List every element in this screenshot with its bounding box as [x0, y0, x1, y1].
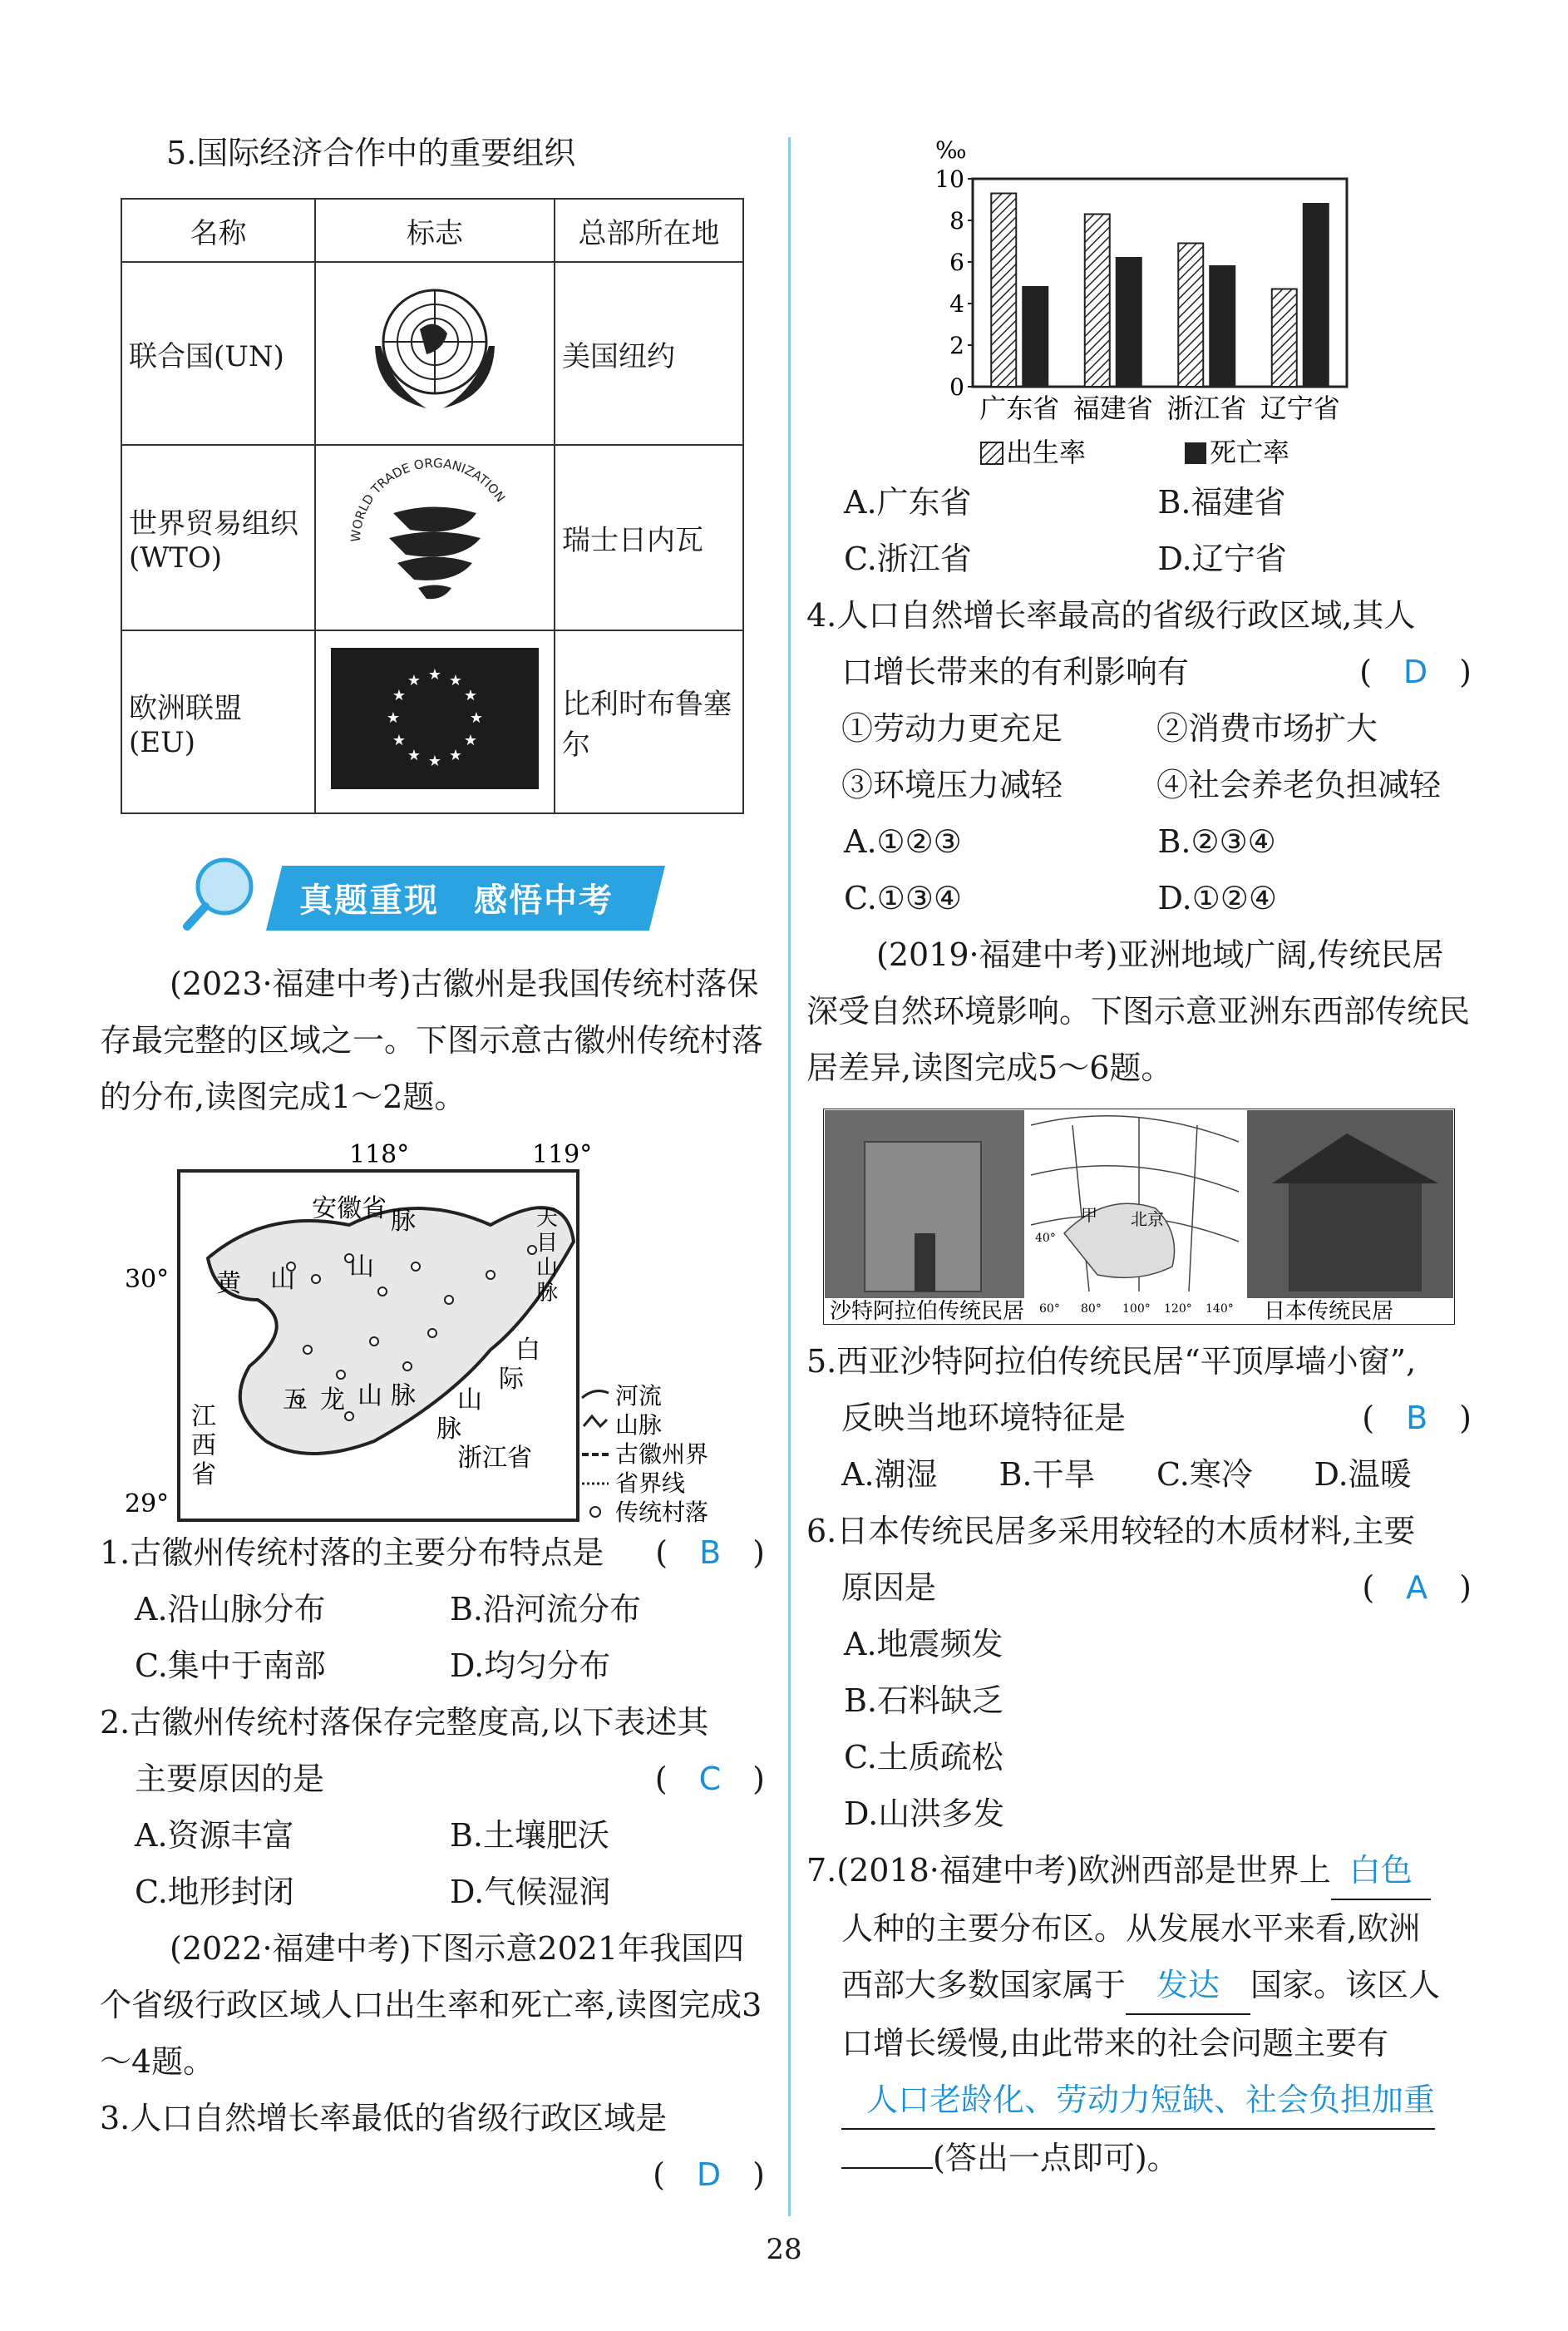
x-category-label: 广东省: [979, 393, 1060, 424]
wto-logo-icon: [315, 445, 555, 630]
huizhou-map: [100, 1133, 765, 1524]
option: B.石料缺乏: [844, 1682, 1004, 1719]
q5-answer: B: [1406, 1400, 1428, 1436]
map-label: 100°: [1122, 1302, 1151, 1316]
bar-death-rate: [1023, 287, 1048, 387]
item: ①劳动力更充足: [841, 710, 1063, 747]
option: C.集中于南部: [135, 1647, 326, 1684]
lon-label: 118°: [349, 1140, 410, 1169]
svg-text:★: ★: [469, 709, 484, 727]
q7-line: [806, 2072, 1472, 2130]
place-label: 脉: [391, 1207, 416, 1236]
place-label: 山: [357, 1381, 382, 1410]
map-label: 140°: [1206, 1302, 1234, 1316]
item: ③环境压力减轻: [841, 767, 1063, 803]
left-column: [100, 125, 765, 2203]
bar-birth-rate: [1272, 289, 1297, 388]
x-category-label: 辽宁省: [1260, 393, 1340, 424]
map-label: 北京: [1131, 1209, 1164, 1229]
q1-options: [100, 1581, 765, 1637]
photo-caption: 日本传统民居: [1264, 1299, 1394, 1324]
q2-answer: C: [698, 1761, 722, 1797]
lat-label: 29°: [125, 1489, 170, 1519]
option: D.气候湿润: [450, 1874, 611, 1910]
y-axis-unit: ‰: [935, 136, 967, 164]
legend-label: 传统村落: [615, 1499, 709, 1524]
q4-stem-cont: 口增长带来的有利影响有: [841, 654, 1190, 690]
x-category-label: 福建省: [1072, 393, 1153, 424]
question-7: [806, 1842, 1472, 1900]
q4-options: [806, 813, 1472, 870]
q3-answer: D: [696, 2156, 722, 2193]
map-label: 甲: [1081, 1205, 1097, 1225]
option: C.寒冷: [1156, 1456, 1253, 1493]
question-4: [806, 644, 1472, 700]
q2-options: [100, 1807, 765, 1864]
q7-blank-3: 人口老龄化、劳动力短缺、社会负担加重: [841, 2072, 1435, 2130]
organization-table: [121, 198, 744, 814]
svg-text:★: ★: [407, 746, 422, 764]
column-divider: [788, 137, 791, 2216]
q6-answer-box: ( A ): [1362, 1569, 1472, 1606]
q7-blank-2: 发达: [1126, 1957, 1250, 2015]
q3-options: [806, 474, 1472, 531]
legend-label: 河流: [615, 1382, 663, 1410]
legend-label: 出生率: [1006, 437, 1087, 468]
option: A.资源丰富: [135, 1817, 294, 1854]
q7-blank-line: [841, 2167, 933, 2169]
y-tick-label: 10: [934, 165, 964, 193]
map-label: 40°: [1035, 1232, 1056, 1245]
svg-text:★: ★: [392, 686, 407, 704]
place-label: 山: [270, 1265, 295, 1294]
bar-death-rate: [1117, 258, 1141, 387]
option: C.地形封闭: [135, 1874, 294, 1910]
option: A.①②③: [844, 823, 962, 860]
option: D.辽宁省: [1157, 541, 1287, 577]
q6-stem: 6.日本传统民居多采用较轻的木质材料,主要: [806, 1513, 1416, 1549]
svg-text:★: ★: [427, 665, 442, 684]
q2-stem-cont: 主要原因的是: [135, 1761, 325, 1797]
q4-answer-box: ( D ): [1359, 654, 1472, 690]
q7-blank-1: 白色: [1331, 1842, 1431, 1900]
bar-death-rate: [1210, 266, 1235, 387]
q6-stem-cont: 原因是: [841, 1569, 937, 1606]
lon-label: 119°: [532, 1140, 593, 1169]
place-label: 脉: [536, 1281, 559, 1306]
place-label: 省: [191, 1460, 216, 1489]
q7-text: 国家。该区人: [1250, 1967, 1441, 2003]
svg-text:★: ★: [392, 731, 407, 749]
option: C.土质疏松: [844, 1739, 1003, 1775]
y-tick-label: 8: [949, 207, 964, 235]
legend-swatch-death: [1185, 442, 1206, 464]
intro-text: (2022·福建中考)下图示意2021年我国四个省级行政区域人口出生率和死亡率,读图完成3～4题。: [100, 1930, 762, 2080]
place-label: 山: [457, 1385, 482, 1415]
table-header: 总部所在地: [555, 199, 743, 262]
q7-text: (答出一点即可)。: [933, 2140, 1179, 2176]
q1-answer-box: ( B ): [655, 1534, 765, 1571]
place-label: 白: [515, 1336, 540, 1365]
q4-options: [806, 870, 1472, 926]
q3-options: [806, 531, 1472, 587]
place-label: 浙江省: [457, 1444, 532, 1473]
page-number: 28: [766, 2233, 802, 2266]
q5-stem: 5.西亚沙特阿拉伯传统民居“平顶厚墙小窗”,: [806, 1343, 1417, 1380]
bar-birth-rate: [1178, 244, 1203, 388]
q6-answer: A: [1406, 1569, 1428, 1606]
q1-stem: 1.古徽州传统村落的主要分布特点是: [100, 1534, 604, 1571]
intro-text: (2023·福建中考)古徽州是我国传统村落保存最完整的区域之一。下图示意古徽州传统村落的分布,读图完成1～2题。: [100, 965, 764, 1115]
option: D.温暖: [1314, 1456, 1412, 1493]
svg-text:★: ★: [386, 709, 401, 727]
q5-stem-cont: 反映当地环境特征是: [841, 1400, 1127, 1436]
q2-stem: 2.古徽州传统村落保存完整度高,以下表述其: [100, 1704, 709, 1741]
q4-stem: 4.人口自然增长率最高的省级行政区域,其人: [806, 597, 1416, 634]
q7-text: 西部大多数国家属于: [841, 1967, 1127, 2003]
place-label: 山: [536, 1256, 559, 1281]
option: D.山洪多发: [844, 1795, 1005, 1832]
q7-line: [806, 2130, 1472, 2186]
legend-swatch-birth: [981, 442, 1003, 464]
table-header: 名称: [121, 199, 315, 262]
eu-flag-icon: [315, 630, 555, 813]
q7-text: 7.(2018·福建中考)欧洲西部是世界上: [806, 1852, 1331, 1889]
svg-text:★: ★: [463, 731, 478, 749]
svg-text:★: ★: [463, 686, 478, 704]
place-label: 山: [349, 1252, 374, 1282]
x-category-label: 浙江省: [1166, 393, 1247, 424]
place-label: 目: [536, 1231, 559, 1256]
legend-label: 死亡率: [1210, 437, 1290, 468]
place-label: 脉: [436, 1415, 461, 1444]
birth-death-chart: [806, 125, 1472, 474]
lat-label: 30°: [125, 1265, 170, 1294]
q3-stem: 3.人口自然增长率最低的省级行政区域是: [100, 2100, 668, 2136]
q5-options: [806, 1446, 1472, 1503]
question-1: [100, 1524, 765, 1581]
map-label: 80°: [1081, 1302, 1102, 1316]
option: D.①②④: [1157, 880, 1277, 916]
table-cell-hq: 比利时布鲁塞尔: [555, 630, 743, 813]
place-label: 脉: [391, 1381, 416, 1410]
q2-options: [100, 1864, 765, 1920]
bar-birth-rate: [1085, 215, 1110, 388]
option: B.福建省: [1157, 484, 1286, 521]
q7-text: 口增长缓慢,由此带来的社会问题主要有: [841, 2025, 1389, 2062]
right-column: [806, 125, 1472, 2186]
q3-answer-box: ( D ): [653, 2156, 765, 2193]
q4-items: [806, 757, 1472, 813]
legend-label: 省界线: [615, 1469, 686, 1497]
svg-text:★: ★: [448, 671, 463, 689]
option: B.沿河流分布: [450, 1591, 642, 1627]
bar-birth-rate: [991, 194, 1016, 388]
option: C.浙江省: [844, 541, 972, 577]
map-label: 60°: [1039, 1302, 1060, 1316]
wto-logo-text: WORLD TRADE ORGANIZATION: [348, 455, 509, 543]
intro-text: (2019·福建中考)亚洲地域广阔,传统民居深受自然环境影响。下图示意亚洲东西部传统民居差异,读图完成5～6题。: [806, 936, 1471, 1086]
svg-text:★: ★: [407, 671, 422, 689]
section-title: 5.国际经济合作中的重要组织: [166, 135, 576, 171]
table-cell-name: 欧洲联盟(EU): [121, 630, 315, 813]
dwelling-photos: [823, 1109, 1472, 1333]
q1-options: [100, 1637, 765, 1694]
question-2: [100, 1751, 765, 1807]
table-cell-name: 联合国(UN): [121, 262, 315, 445]
y-tick-label: 6: [949, 249, 964, 276]
option: D.均匀分布: [450, 1647, 611, 1684]
table-cell-hq: 瑞士日内瓦: [555, 445, 743, 630]
magnifier-icon: [179, 852, 262, 935]
y-tick-label: 2: [949, 332, 964, 359]
map-label: 120°: [1164, 1302, 1192, 1316]
place-label: 安徽省: [312, 1194, 387, 1223]
legend-label: 山脉: [615, 1411, 663, 1439]
y-tick-label: 4: [949, 290, 964, 318]
table-cell-hq: 美国纽约: [555, 262, 743, 445]
un-emblem-icon: [315, 262, 555, 445]
table-header: 标志: [315, 199, 555, 262]
question-5: [806, 1390, 1472, 1446]
option: C.①③④: [844, 880, 962, 916]
question-6: [806, 1559, 1472, 1616]
y-tick-label: 0: [949, 373, 964, 401]
place-label: 际: [499, 1365, 524, 1394]
table-cell-name: 世界贸易组织(WTO): [121, 445, 315, 630]
option: B.干旱: [998, 1456, 1096, 1493]
q5-answer-box: ( B ): [1362, 1400, 1472, 1436]
place-label: 黄: [216, 1269, 241, 1298]
place-label: 龙: [320, 1385, 345, 1415]
photo-caption: 沙特阿拉伯传统民居: [830, 1299, 1025, 1324]
place-label: 五: [283, 1385, 308, 1415]
q2-answer-box: ( C ): [654, 1761, 765, 1797]
bar-death-rate: [1304, 204, 1329, 387]
river-legend-icon: [582, 1391, 609, 1398]
option: A.地震频发: [844, 1626, 1003, 1662]
village-legend-icon: [590, 1507, 600, 1517]
banner-text: 真题重现 感悟中考: [299, 882, 614, 920]
svg-text:★: ★: [448, 746, 463, 764]
svg-text:★: ★: [427, 752, 442, 770]
q7-line: [806, 1957, 1472, 2015]
option: A.广东省: [844, 484, 972, 521]
q1-answer: B: [699, 1534, 722, 1571]
option: B.②③④: [1157, 823, 1276, 860]
q7-text: 人种的主要分布区。从发展水平来看,欧洲: [841, 1910, 1421, 1947]
mountain-legend-icon: [584, 1416, 607, 1426]
option: A.潮湿: [841, 1456, 938, 1493]
place-label: 江: [191, 1402, 216, 1431]
place-label: 天: [536, 1206, 559, 1231]
q4-answer: D: [1403, 654, 1428, 690]
section-banner: [100, 847, 765, 939]
place-label: 西: [191, 1431, 216, 1460]
legend-label: 古徽州界: [615, 1440, 709, 1468]
option: A.沿山脉分布: [135, 1591, 326, 1627]
q4-items: [806, 700, 1472, 757]
option: B.土壤肥沃: [450, 1817, 610, 1854]
item: ②消费市场扩大: [1156, 710, 1378, 747]
item: ④社会养老负担减轻: [1156, 767, 1442, 803]
